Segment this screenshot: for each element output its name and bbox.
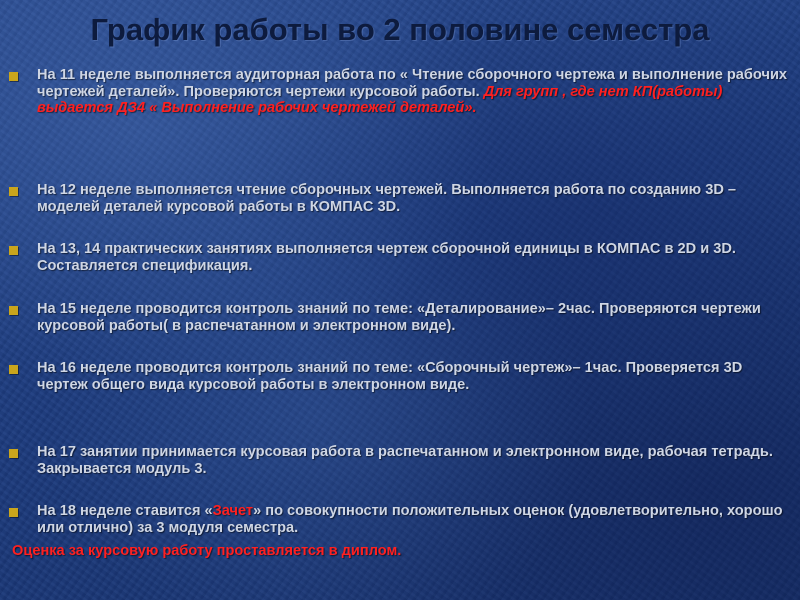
list-item-lesson-17 bbox=[37, 444, 797, 477]
list-item-week-13-14 bbox=[37, 241, 797, 274]
list-item-week-18 bbox=[37, 503, 797, 536]
item-text: На 13, 14 практических занятиях выполняется чертеж сборочной единицы в КОМПАС в 2D и 3D. Составляется спецификация. bbox=[37, 241, 736, 274]
bullet-icon bbox=[9, 246, 18, 255]
item-text: На 11 неделе выполняется аудиторная работа по « Чтение сборочного чертежа и выполнение рабочих чертежей деталей». Проверяются чертежи курсовой работы. bbox=[37, 67, 788, 100]
item-emphasis: Зачет bbox=[212, 503, 254, 519]
item-tail: » по совокупности положительных оценок (удовлетворительно, хорошо или отлично) за 3 модуля семестра. bbox=[37, 503, 783, 536]
list-item-week-16 bbox=[37, 360, 797, 393]
bullet-icon bbox=[9, 508, 18, 517]
item-emphasis: Для групп , где нет КП(работы) выдается ДЗ4 « Выполнение рабочих чертежей деталей». bbox=[37, 83, 723, 116]
item-text: На 16 неделе проводится контроль знаний по теме: «Сборочный чертеж»– 1час. Проверяется 3D чертеж общего вида курсовой работы в электронном виде. bbox=[37, 360, 743, 393]
footer-note: Оценка за курсовую работу проставляется в диплом. bbox=[12, 543, 402, 559]
list-item-week-11 bbox=[37, 67, 797, 117]
slide-title: График работы во 2 половине семестра bbox=[90, 12, 710, 47]
item-text: На 12 неделе выполняется чтение сборочных чертежей. Выполняется работа по созданию 3D –моделей деталей курсовой работы в КОМПАС 3D. bbox=[37, 182, 737, 215]
bullet-icon bbox=[9, 306, 18, 315]
item-text: На 18 неделе ставится « bbox=[37, 503, 213, 519]
item-text: На 15 неделе проводится контроль знаний по теме: «Деталирование»– 2час. Проверяются чертежи курсовой работы( в распечатанном и электронном виде). bbox=[37, 301, 761, 334]
bullet-icon bbox=[9, 365, 18, 374]
list-item-week-15 bbox=[37, 301, 797, 334]
bullet-icon bbox=[9, 72, 18, 81]
bullet-icon bbox=[9, 187, 18, 196]
bullet-icon bbox=[9, 449, 18, 458]
list-item-week-12 bbox=[37, 182, 797, 215]
item-text: На 17 занятии принимается курсовая работа в распечатанном и электронном виде, рабочая тетрадь. Закрывается модуль 3. bbox=[37, 444, 773, 477]
